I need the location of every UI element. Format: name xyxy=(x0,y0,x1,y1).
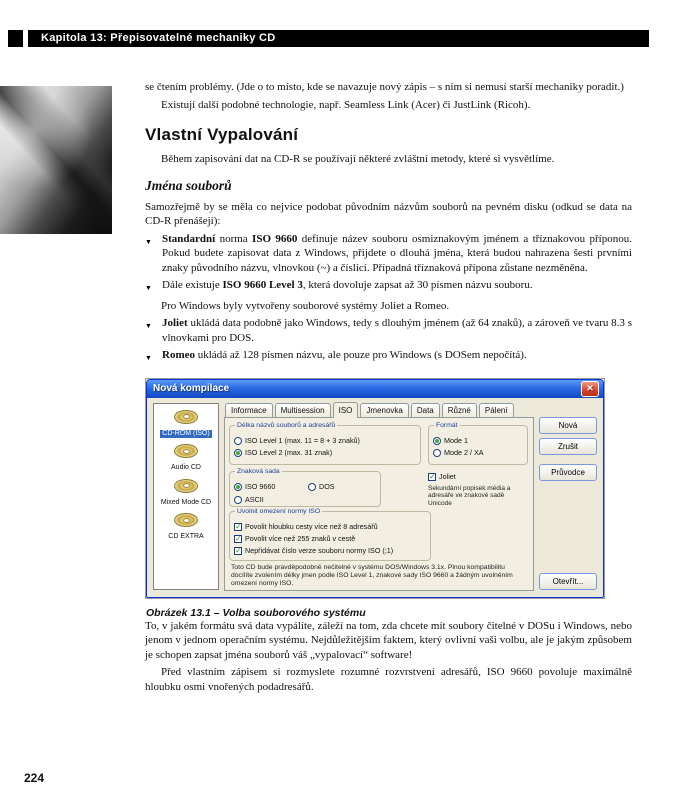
list-item-mixed-mode[interactable] xyxy=(155,477,217,509)
list-item-cd-extra[interactable] xyxy=(155,511,217,543)
tab-bar xyxy=(224,403,534,418)
option-label: Mode 2 / XA xyxy=(444,447,484,457)
new-button[interactable]: Nová xyxy=(539,417,597,434)
groupbox-relax-iso xyxy=(229,507,431,561)
option-label: Nepřidávat číslo verze souboru normy ISO (;1) xyxy=(245,545,394,555)
iso-tab-panel xyxy=(224,417,534,591)
figure-screenshot xyxy=(145,378,605,599)
figure-caption: Obrázek 13.1 – Volba souborového systému xyxy=(146,606,366,619)
radio-mode1[interactable] xyxy=(433,437,441,445)
compatibility-info: Toto CD bude pravděpodobně nečitelné v systému DOS/Windows 3.1x. Plnou kompatibilitu docílíte zvolením délky jmen podle ISO Level 1, znakové sady ISO 9660 a žádným uvolněním omezení normy ISO. xyxy=(231,563,513,587)
tab-jmenovka[interactable]: Jmenovka xyxy=(360,403,408,418)
option-label: DOS xyxy=(319,481,335,491)
dialog-body xyxy=(147,398,603,597)
option-label: Joliet xyxy=(439,471,456,481)
paragraph: To, v jakém formátu svá data vypálíte, záleží na tom, zda chcete mít soubory čitelné v DOSu i Windows, nebo jenom v jednom operačním systému. Nejdůležitějším faktem, který ovlivní vaši volbu, ale je jakým způsobem je schopen zapsat jména souborů váš „vypalovací“ software! xyxy=(145,619,632,661)
page-number: 224 xyxy=(24,771,45,785)
triangle-bullet-icon: ▼ xyxy=(145,284,152,292)
list-item-label: CD-ROM (ISO) xyxy=(162,429,210,437)
cd-extra-icon xyxy=(173,511,199,528)
list-item xyxy=(145,348,632,366)
open-button[interactable]: Otevřít... xyxy=(539,573,597,590)
compilation-type-list xyxy=(153,403,219,590)
option-label: Povolit více než 255 znaků v cestě xyxy=(245,533,356,543)
text-run: Standardní xyxy=(162,232,216,245)
radio-option xyxy=(433,435,523,447)
checkbox-joliet[interactable] xyxy=(428,473,436,481)
dialog-titlebar[interactable] xyxy=(147,380,603,398)
tab-iso[interactable]: ISO xyxy=(333,402,359,418)
list-item-label: Audio CD xyxy=(171,464,201,471)
dialog-tab-area xyxy=(224,403,534,591)
groupbox-title: Délka názvů souborů a adresářů xyxy=(237,421,336,429)
paragraph: Před vlastním zápisem si rozmyslete rozumné rozvrstvení adresářů, ISO 9660 povoluje maximálně hloubku osmi vnořených podadresářů. xyxy=(145,666,632,693)
paragraph: Existují další podobné technologie, např. Seamless Link (Acer) či JustLink (Ricoh). xyxy=(161,98,531,111)
main-text-column xyxy=(145,80,632,697)
groupbox-format xyxy=(428,421,528,465)
radio-iso-level1[interactable] xyxy=(234,437,242,445)
radio-option xyxy=(234,435,416,447)
radio-mode2-xa[interactable] xyxy=(433,449,441,457)
text-run: ISO 9660 xyxy=(252,232,298,245)
bullet-text xyxy=(162,232,632,276)
close-icon[interactable]: ✕ xyxy=(581,381,599,397)
audio-cd-icon xyxy=(173,442,199,459)
bullet-text xyxy=(162,348,632,366)
tab-informace[interactable]: Informace xyxy=(225,403,273,418)
chapter-photo xyxy=(0,86,112,234)
checkbox-option xyxy=(234,533,426,545)
text-run: norma xyxy=(215,232,253,245)
checkbox-option xyxy=(428,471,528,483)
option-label: ISO 9660 xyxy=(245,481,276,491)
mixed-mode-cd-icon xyxy=(173,477,199,494)
bullet-text xyxy=(162,316,632,345)
radio-option xyxy=(234,481,308,493)
text-run: Romeo xyxy=(162,349,195,361)
list-item xyxy=(145,278,632,296)
subsection-title: Jména souborů xyxy=(145,177,232,193)
triangle-bullet-icon: ▼ xyxy=(145,237,152,246)
option-label: Povolit hloubku cesty více než 8 adresářů xyxy=(245,521,378,531)
groupbox-title: Znaková sada xyxy=(237,467,280,475)
groupbox-charset xyxy=(229,467,381,507)
joliet-note: Sekundární popisek média a adresáře ve znakové sadě Unicode xyxy=(428,484,511,508)
list-item-audio-cd[interactable] xyxy=(155,442,217,474)
tab-ruzne[interactable]: Různé xyxy=(442,403,477,418)
text-run: ukládá data podobně jako Windows, tedy s dlouhým jménem (až 64 znaků), a zároveň ve tvaru 8.3 s vlnovkami pro DOS. xyxy=(162,317,632,344)
paragraph: Samozřejmě by se měla co nejvíce podobat původním názvům souborů na pevném disku (odkud se data na CD-R přenášejí): xyxy=(145,200,632,227)
triangle-bullet-icon: ▼ xyxy=(145,322,152,330)
checkbox-option xyxy=(234,545,426,557)
checkbox-255-chars[interactable] xyxy=(234,535,242,543)
tab-paleni[interactable]: Pálení xyxy=(479,403,514,418)
cd-rom-iso-icon xyxy=(173,408,199,425)
paragraph: Během zapisování dat na CD-R se používají některé zvláštní metody, které si vysvětlíme. xyxy=(161,153,555,165)
list-item xyxy=(145,232,632,276)
list-item-label: Mixed Mode CD xyxy=(160,498,212,506)
option-label: ASCII xyxy=(245,494,264,504)
bullet-text xyxy=(162,278,632,296)
paragraph: Pro Windows byly vytvořeny souborové systémy Joliet a Romeo. xyxy=(161,299,450,312)
text-run: Dále existuje xyxy=(162,279,223,291)
triangle-bullet-icon: ▼ xyxy=(145,354,152,362)
groupbox-title: Uvolnit omezení normy ISO xyxy=(237,507,321,515)
groupbox-name-length xyxy=(229,421,421,465)
checkbox-option xyxy=(234,521,426,533)
text-run: ISO 9660 Level 3 xyxy=(222,279,303,291)
cancel-button[interactable]: Zrušit xyxy=(539,438,597,455)
radio-option xyxy=(234,494,308,506)
list-item xyxy=(145,316,632,345)
list-item-cdrom-iso[interactable] xyxy=(155,408,217,440)
option-label: Mode 1 xyxy=(444,435,468,445)
joliet-option xyxy=(428,471,528,508)
groupbox-title: Formát xyxy=(436,421,458,429)
list-item-label: CD EXTRA xyxy=(168,533,204,540)
paragraph: se čtením problémy. (Jde o to místo, kde se navazuje nový zápis – s ním si nemusí starší mechaniky poradit.) xyxy=(145,81,624,93)
section-title: Vlastní Vypalování xyxy=(145,125,299,144)
text-run: ukládá až 128 písmen názvu, ale pouze pro Windows (s DOSem nepočítá). xyxy=(195,349,527,361)
dialog-title: Nová kompilace xyxy=(153,383,230,394)
tab-data[interactable]: Data xyxy=(411,403,440,418)
text-run: , která dovoluje zapsat až 30 písmen názvu souboru. xyxy=(302,279,533,291)
radio-iso-level2[interactable] xyxy=(234,449,242,457)
chapter-header: Kapitola 13: Přepisovatelné mechaniky CD xyxy=(28,30,649,47)
wizard-button[interactable]: Průvodce xyxy=(539,464,597,481)
text-run: Joliet xyxy=(162,317,188,329)
option-label: ISO Level 1 (max. 11 = 8 + 3 znaků) xyxy=(245,435,360,445)
radio-option xyxy=(308,481,368,493)
radio-iso9660[interactable] xyxy=(234,483,242,491)
radio-option xyxy=(234,447,416,459)
radio-ascii[interactable] xyxy=(234,496,242,504)
dialog-buttons xyxy=(539,403,597,590)
chapter-marker-square xyxy=(8,30,23,47)
tab-multisession[interactable]: Multisession xyxy=(275,403,331,418)
radio-dos[interactable] xyxy=(308,483,316,491)
checkbox-no-version[interactable] xyxy=(234,547,242,555)
new-compilation-dialog xyxy=(146,379,604,598)
text-run: definuje název souboru osmiznakovým jménem a tříznakovou příponou. Pokud budete zapisovat data z Windows, přijdete o dlouhá jména, která budou nahrazena šesti prvními znaky původního názvu, vlnovkou (~) a číslicí. Případná tříznaková přípona zůstane nezměněna. xyxy=(162,232,632,274)
radio-option xyxy=(433,447,523,459)
option-label: ISO Level 2 (max. 31 znak) xyxy=(245,447,333,457)
checkbox-path-depth[interactable] xyxy=(234,523,242,531)
